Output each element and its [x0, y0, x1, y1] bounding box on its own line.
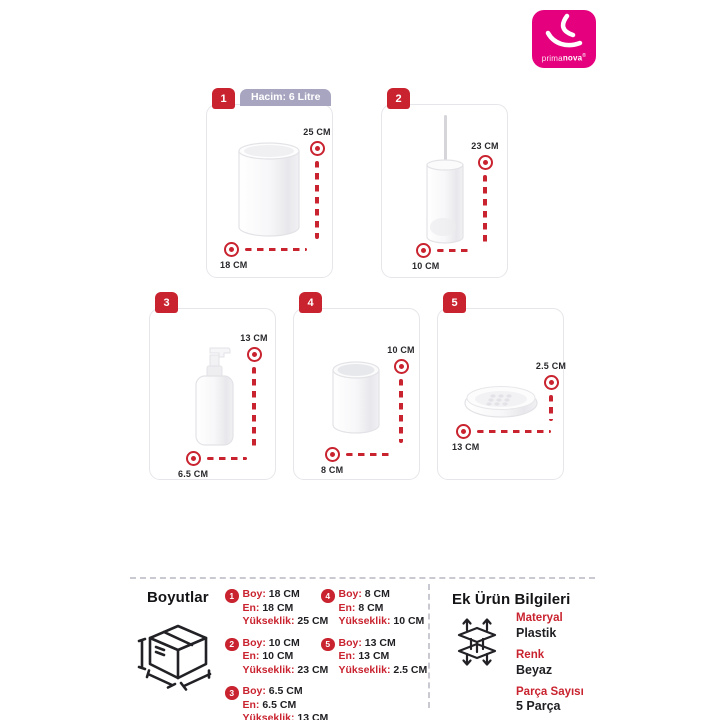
product-number-badge: 5	[443, 292, 466, 313]
dimension-item-1	[225, 588, 328, 629]
product-number-badge: 3	[155, 292, 178, 313]
item-number-badge: 1	[225, 589, 239, 603]
dimension-marker	[544, 375, 559, 390]
height-dimension	[462, 141, 508, 245]
width-label: 10 CM	[412, 261, 440, 271]
width-dimension	[178, 451, 247, 479]
dimension-item-2	[225, 637, 328, 678]
brand-name: primanova®	[541, 53, 587, 63]
height-dimension	[378, 345, 424, 443]
product-card-4	[293, 296, 420, 480]
dimension-marker	[247, 347, 262, 362]
width-dashed-line	[346, 453, 394, 457]
height-dashed-line	[252, 367, 256, 447]
info-value: Beyaz	[516, 662, 553, 677]
width-dashed-line	[437, 249, 471, 253]
width-dimension	[321, 447, 394, 475]
height-label: 23 CM	[471, 141, 499, 151]
product-number-badge: 1	[212, 88, 235, 109]
dimension-values: Boy: 13 CM En: 13 CM Yükseklik: 2.5 CM	[338, 636, 428, 676]
product-card-3	[149, 296, 276, 480]
product-card-1	[206, 91, 333, 278]
info-value: 5 Parça	[516, 699, 561, 714]
info-row-color	[516, 649, 584, 678]
width-dashed-line	[245, 248, 307, 252]
width-dimension	[220, 242, 307, 270]
product-card-5	[437, 296, 567, 480]
dimensions-title: Boyutlar	[147, 589, 209, 606]
item-number-badge: 4	[321, 589, 335, 603]
dimension-item-3	[225, 685, 328, 720]
width-dimension	[412, 243, 471, 271]
height-label: 25 CM	[303, 127, 331, 137]
height-label: 13 CM	[240, 333, 268, 343]
dimension-values: Boy: 10 CM En: 10 CM Yükseklik: 23 CM	[242, 636, 329, 676]
item-number-badge: 5	[321, 638, 335, 652]
swoosh-icon	[540, 13, 588, 53]
dimension-marker	[224, 242, 239, 257]
dimension-values: Boy: 18 CM En: 18 CM Yükseklik: 25 CM	[242, 588, 329, 627]
height-dashed-line	[399, 379, 403, 443]
dimension-values: Boy: 8 CM En: 8 CM Yükseklik: 10 CM	[338, 588, 425, 627]
dimension-marker	[416, 243, 431, 258]
dimension-marker	[478, 155, 493, 170]
info-label: Renk	[516, 648, 545, 661]
info-row-piece-count	[516, 686, 584, 715]
product-number-badge: 4	[299, 292, 322, 313]
capacity-badge: Hacim: 6 Litre	[240, 89, 331, 106]
package-box-icon	[136, 620, 220, 692]
height-dimension	[528, 361, 574, 421]
height-dashed-line	[315, 161, 319, 239]
dimension-item-5	[321, 637, 427, 678]
info-label: Parça Sayısı	[516, 685, 584, 698]
trash-bin-image	[236, 141, 302, 241]
product-card-2	[381, 92, 508, 278]
tumbler-image	[331, 361, 381, 437]
dimensions-stack-icon	[450, 613, 504, 671]
height-dashed-line	[483, 175, 487, 245]
width-label: 6.5 CM	[178, 469, 209, 479]
height-dimension	[231, 333, 277, 447]
product-number-badge: 2	[387, 88, 410, 109]
column-divider	[428, 584, 430, 708]
dimension-marker	[186, 451, 201, 466]
info-label: Materyal	[516, 612, 563, 624]
width-dashed-line	[207, 457, 247, 461]
dimension-marker	[456, 424, 471, 439]
dimension-values: Boy: 6.5 CM En: 6.5 CM Yükseklik: 13 CM	[242, 685, 329, 720]
section-divider	[130, 577, 595, 579]
width-dashed-line	[477, 430, 551, 434]
height-dimension	[294, 127, 340, 239]
dimensions-list-col-1	[225, 588, 328, 720]
dimensions-list-col-2	[321, 588, 427, 685]
info-row-material	[516, 612, 584, 641]
height-label: 2.5 CM	[535, 361, 567, 371]
dimension-marker	[325, 447, 340, 462]
dimension-item-4	[321, 588, 427, 629]
width-dimension	[452, 424, 551, 452]
item-number-badge: 2	[225, 638, 239, 652]
dimension-marker	[310, 141, 325, 156]
brand-logo	[532, 10, 596, 68]
width-label: 8 CM	[321, 465, 344, 475]
info-value: Plastik	[516, 625, 557, 640]
extra-info-title: Ek Ürün Bilgileri	[452, 591, 571, 608]
dimension-marker	[394, 359, 409, 374]
height-dashed-line	[549, 395, 553, 421]
width-label: 18 CM	[220, 260, 248, 270]
width-label: 13 CM	[452, 442, 480, 452]
height-label: 10 CM	[387, 345, 415, 355]
item-number-badge: 3	[225, 686, 239, 700]
extra-info-list	[516, 612, 584, 720]
